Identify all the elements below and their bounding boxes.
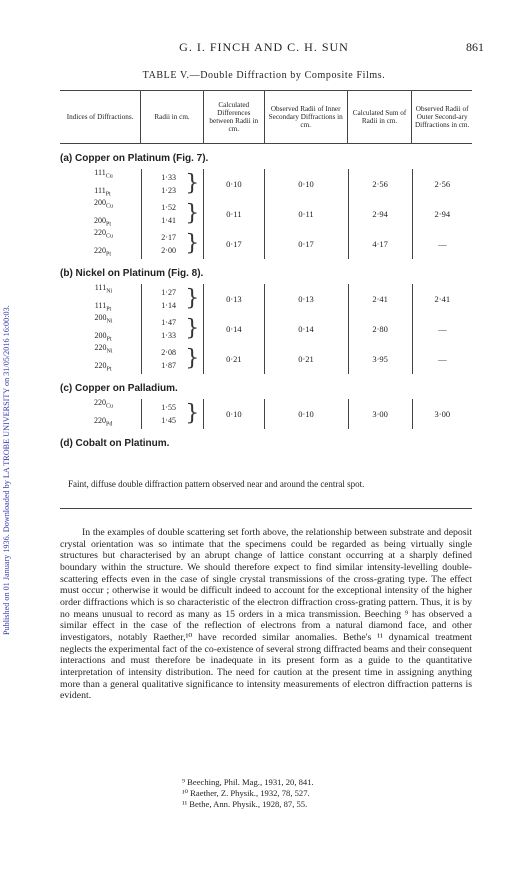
separator-rule	[60, 508, 472, 509]
obs-inner-cell: 0·17	[264, 229, 348, 259]
index-line: $111_{Pt}$	[94, 186, 111, 198]
section-title: (b) Nickel on Platinum (Fig. 8).	[60, 268, 204, 279]
footnote: ⁹ Beeching, Phil. Mag., 1931, 20, 841.	[182, 777, 314, 787]
radii-cell	[141, 399, 203, 429]
indices-cell	[60, 314, 141, 344]
obs-inner-cell: 0·10	[264, 399, 348, 429]
radius-value: 1·33	[161, 331, 176, 340]
brace-icon: }	[185, 401, 200, 426]
radius-value: 1·27	[161, 288, 176, 297]
calc-sum-cell: 4·17	[348, 229, 412, 259]
col-obs-inner: Observed Radii of Inner Secondary Diffractions in cm.	[264, 91, 347, 143]
section-title: (a) Copper on Platinum (Fig. 7).	[60, 153, 209, 164]
radii-cell	[141, 284, 203, 314]
indices-cell	[60, 169, 141, 199]
page-number: 861	[466, 40, 484, 54]
radii-cell	[141, 169, 203, 199]
index-line: $200_{Pt}$	[94, 331, 112, 343]
calc-sum-cell: 2·80	[348, 314, 412, 344]
radius-value: 1·45	[161, 416, 176, 425]
indices-cell	[60, 229, 141, 259]
radii-cell	[141, 344, 203, 374]
calc-diff-cell: 0·21	[203, 344, 263, 374]
footnote: ¹⁰ Raether, Z. Physik., 1932, 78, 527.	[182, 788, 310, 798]
table-row	[60, 229, 472, 259]
radii-cell	[141, 199, 203, 229]
calc-diff-cell: 0·13	[203, 284, 263, 314]
radius-value: 2·00	[161, 246, 176, 255]
brace-icon: }	[185, 231, 200, 256]
radius-value: 1·47	[161, 318, 176, 327]
table-title: TABLE V.—Double Diffraction by Composite Films.	[142, 70, 386, 81]
index-line: $111_{Cu}$	[94, 168, 113, 180]
calc-sum-cell: 3·95	[348, 344, 412, 374]
obs-inner-cell: 0·11	[264, 199, 348, 229]
footnote: ¹¹ Bethe, Ann. Physik., 1928, 87, 55.	[182, 799, 308, 809]
calc-diff-cell: 0·14	[203, 314, 263, 344]
index-line: $220_{Ni}$	[94, 343, 113, 355]
indices-cell	[60, 284, 141, 314]
body-paragraph: In the examples of double scattering set forth above, the relationship between substrate and deposit crystal orientation was so intimate that the specimens could be regarded as being virtually single structures but characterised by an abrupt change of lattice constant occurring at a sharply defined boundary within the structure. We should therefore expect to find similar intensity-levelling double-scattering effects even in the case of single crystal transmissions of the cross-grating type. The effect must occur ; otherwise it would be difficult indeed to account for the exceptional intensity of the higher order diffractions which is so characteristic of the electron diffraction cross-grating pattern. Thus, it is by no means unusual to record as many as 15 orders in a mica transmission. Beeching ⁹ has observed a similar effect in the case of the reflection of electrons from a natural diamond face, and other investigators, notably Raether,¹⁰ have recorded similar anomalies. Bethe's ¹¹ dynamical treatment neglects the experimental fact of the co-existence of several strong diffracted beams and their consequent interactions and must therefore be inadequate in its present form as a guide to the quantitative interpretation of intensity distribution. The need for caution at the present time in assigning anything more than a general qualitative significance to intensity measurements of electron diffraction patterns is evident.	[60, 527, 472, 702]
calc-diff-cell: 0·10	[203, 399, 263, 429]
radii-cell	[141, 229, 203, 259]
index-line: $220_{Pt}$	[93, 246, 111, 258]
table-body	[60, 153, 472, 429]
index-line: $111_{Ni}$	[94, 283, 113, 295]
indices-cell	[60, 199, 141, 229]
obs-outer-cell: —	[412, 344, 472, 374]
obs-inner-cell: 0·21	[264, 344, 348, 374]
col-calc-diff: Calculated Differences between Radii in cm.	[203, 91, 264, 143]
footnotes	[0, 777, 528, 810]
indices-cell	[60, 344, 141, 374]
brace-icon: }	[185, 316, 200, 341]
calc-diff-cell: 0·17	[203, 229, 263, 259]
obs-outer-cell: 3·00	[412, 399, 472, 429]
table-row	[60, 344, 472, 374]
radii-cell	[141, 314, 203, 344]
col-calc-sum: Calculated Sum of Radii in cm.	[347, 91, 412, 143]
table-header	[60, 91, 472, 144]
section-title: (d) Cobalt on Platinum.	[60, 438, 170, 449]
table-row	[60, 399, 472, 429]
radius-value: 1·41	[161, 216, 176, 225]
table-row	[60, 314, 472, 344]
brace-icon: }	[185, 171, 200, 196]
index-line: $220_{Cu}$	[93, 228, 113, 240]
radius-value: 1·23	[161, 186, 176, 195]
index-line: $220_{Pt}$	[94, 361, 112, 373]
calc-sum-cell: 3·00	[348, 399, 412, 429]
col-radii: Radii in cm.	[140, 91, 203, 143]
obs-outer-cell: 2·56	[412, 169, 472, 199]
section-title: (c) Copper on Palladium.	[60, 383, 178, 394]
radius-value: 2·17	[161, 233, 176, 242]
indices-cell	[60, 399, 141, 429]
index-line: $111_{Pt}$	[94, 301, 112, 313]
radius-value: 1·55	[161, 403, 176, 412]
obs-outer-cell: 2·41	[412, 284, 472, 314]
table-row	[60, 199, 472, 229]
obs-inner-cell: 0·10	[264, 169, 348, 199]
obs-outer-cell: —	[412, 314, 472, 344]
obs-outer-cell: —	[412, 229, 472, 259]
brace-icon: }	[185, 346, 200, 371]
brace-icon: }	[185, 201, 200, 226]
running-header	[0, 40, 528, 56]
col-obs-outer: Observed Radii of Outer Second-ary Diffractions in cm.	[411, 91, 472, 143]
radius-value: 1·52	[161, 203, 176, 212]
index-line: $200_{Ni}$	[94, 313, 113, 325]
index-line: $220_{Cu}$	[93, 398, 113, 410]
obs-outer-cell: 2·94	[412, 199, 472, 229]
section-d-note: Faint, diffuse double diffraction pattern observed near and around the central spot.	[68, 479, 365, 489]
radius-value: 2·08	[161, 348, 176, 357]
calc-sum-cell: 2·56	[348, 169, 412, 199]
obs-inner-cell: 0·14	[264, 314, 348, 344]
index-line: $200_{Pt}$	[93, 216, 111, 228]
calc-sum-cell: 2·41	[348, 284, 412, 314]
download-watermark: Published on 01 January 1936. Downloaded by LA TROBE UNIVERSITY on 31/05/2016 16:00:03.	[2, 305, 11, 635]
diffraction-table	[60, 90, 472, 454]
table-row	[60, 169, 472, 199]
calc-diff-cell: 0·10	[203, 169, 263, 199]
radius-value: 1·87	[161, 361, 176, 370]
calc-diff-cell: 0·11	[203, 199, 263, 229]
radius-value: 1·14	[161, 301, 176, 310]
brace-icon: }	[185, 286, 200, 311]
table-row	[60, 284, 472, 314]
calc-sum-cell: 2·94	[348, 199, 412, 229]
col-indices: Indices of Diffractions.	[66, 112, 134, 121]
obs-inner-cell: 0·13	[264, 284, 348, 314]
index-line: $220_{Pd}$	[93, 416, 113, 428]
index-line: $200_{Cu}$	[93, 198, 113, 210]
running-head: G. I. FINCH AND C. H. SUN	[179, 40, 349, 54]
radius-value: 1·33	[161, 173, 176, 182]
